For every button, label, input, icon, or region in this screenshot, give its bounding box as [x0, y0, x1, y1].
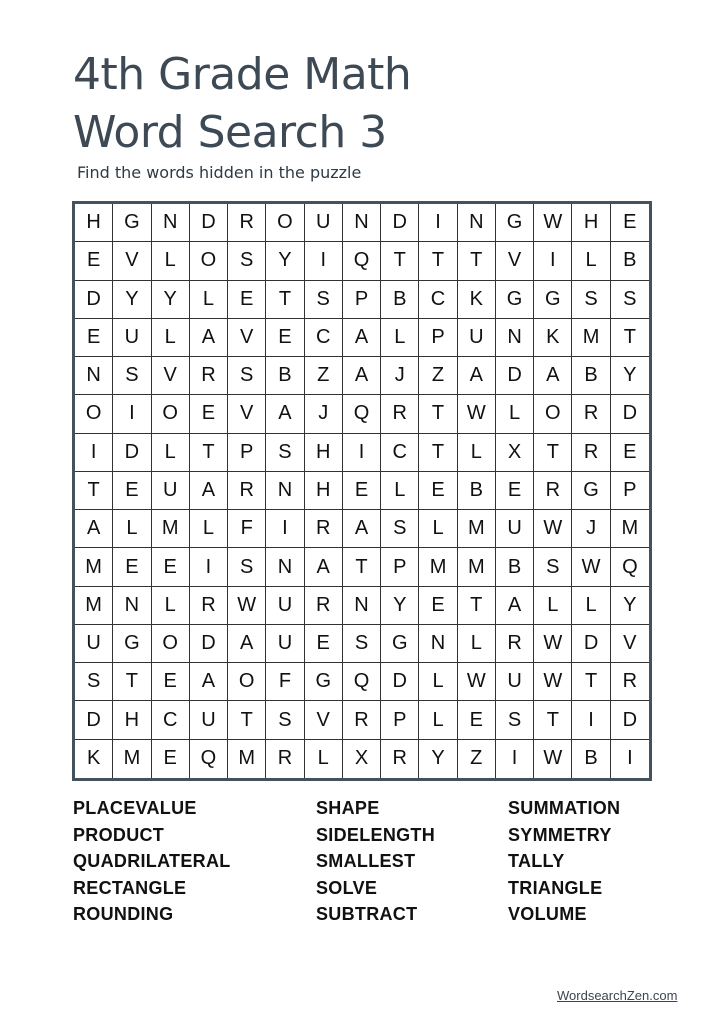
- grid-cell[interactable]: G: [496, 204, 534, 242]
- grid-cell[interactable]: G: [305, 663, 343, 701]
- grid-cell[interactable]: W: [458, 663, 496, 701]
- grid-cell[interactable]: T: [534, 701, 572, 739]
- grid-cell[interactable]: S: [113, 357, 151, 395]
- word-item: SYMMETRY: [508, 824, 612, 845]
- grid-cell[interactable]: A: [266, 395, 304, 433]
- word-item: PRODUCT: [73, 824, 165, 845]
- grid-cell[interactable]: M: [113, 740, 151, 778]
- grid-cell[interactable]: O: [75, 395, 113, 433]
- grid-cell[interactable]: I: [343, 434, 381, 472]
- word-item: SIDELENGTH: [316, 824, 436, 845]
- grid-cell[interactable]: L: [458, 625, 496, 663]
- grid-cell[interactable]: J: [572, 510, 610, 548]
- grid-cell[interactable]: E: [113, 472, 151, 510]
- grid-cell[interactable]: R: [572, 395, 610, 433]
- grid-cell[interactable]: L: [152, 434, 190, 472]
- grid-cell[interactable]: A: [190, 663, 228, 701]
- grid-cell[interactable]: A: [458, 357, 496, 395]
- grid-cell[interactable]: C: [152, 701, 190, 739]
- grid-cell[interactable]: I: [305, 242, 343, 280]
- grid-cell[interactable]: G: [496, 281, 534, 319]
- grid-cell[interactable]: D: [190, 204, 228, 242]
- grid-cell[interactable]: P: [228, 434, 266, 472]
- grid-cell[interactable]: V: [496, 242, 534, 280]
- grid-cell[interactable]: P: [381, 701, 419, 739]
- grid-cell[interactable]: L: [534, 587, 572, 625]
- grid-cell[interactable]: I: [113, 395, 151, 433]
- grid-cell[interactable]: D: [75, 701, 113, 739]
- grid-cell[interactable]: Y: [381, 587, 419, 625]
- grid-cell[interactable]: B: [496, 548, 534, 586]
- grid-cell[interactable]: Q: [343, 242, 381, 280]
- word-column-3: [508, 795, 620, 928]
- grid-cell[interactable]: G: [381, 625, 419, 663]
- grid-cell[interactable]: L: [419, 510, 457, 548]
- grid-cell[interactable]: R: [190, 357, 228, 395]
- grid-cell[interactable]: U: [190, 701, 228, 739]
- grid-cell[interactable]: A: [190, 319, 228, 357]
- grid-cell[interactable]: E: [113, 548, 151, 586]
- site-link[interactable]: WordsearchZen.com: [557, 988, 678, 1003]
- grid-cell[interactable]: L: [190, 510, 228, 548]
- grid-cell[interactable]: Y: [611, 587, 649, 625]
- grid-cell[interactable]: P: [611, 472, 649, 510]
- grid-cell[interactable]: U: [75, 625, 113, 663]
- word-item: PLACEVALUE: [73, 798, 197, 818]
- subtitle: Find the words hidden in the puzzle: [77, 163, 362, 182]
- grid-cell[interactable]: Z: [458, 740, 496, 778]
- grid-cell[interactable]: E: [305, 625, 343, 663]
- grid-cell[interactable]: R: [266, 740, 304, 778]
- grid-cell[interactable]: Y: [152, 281, 190, 319]
- grid-cell[interactable]: Y: [611, 357, 649, 395]
- grid-cell[interactable]: E: [152, 548, 190, 586]
- grid-cell[interactable]: G: [572, 472, 610, 510]
- word-item: TALLY: [508, 851, 565, 871]
- grid-cell[interactable]: V: [152, 357, 190, 395]
- grid-cell[interactable]: S: [75, 663, 113, 701]
- grid-cell[interactable]: M: [152, 510, 190, 548]
- grid-cell[interactable]: W: [534, 740, 572, 778]
- grid-cell[interactable]: R: [343, 701, 381, 739]
- grid-cell[interactable]: H: [113, 701, 151, 739]
- grid-cell[interactable]: E: [152, 740, 190, 778]
- grid-cell[interactable]: M: [75, 587, 113, 625]
- grid-cell[interactable]: E: [419, 587, 457, 625]
- grid-cell[interactable]: B: [572, 357, 610, 395]
- grid-cell[interactable]: L: [381, 472, 419, 510]
- grid-cell[interactable]: O: [190, 242, 228, 280]
- grid-cell[interactable]: S: [343, 625, 381, 663]
- grid-cell[interactable]: N: [343, 204, 381, 242]
- grid-cell[interactable]: I: [496, 740, 534, 778]
- word-column-2: [316, 795, 435, 928]
- grid-cell[interactable]: E: [611, 434, 649, 472]
- title-line-1: 4th Grade Math: [73, 49, 412, 100]
- grid-cell[interactable]: C: [381, 434, 419, 472]
- grid-cell[interactable]: H: [572, 204, 610, 242]
- grid-cell[interactable]: Z: [305, 357, 343, 395]
- grid-cell[interactable]: H: [75, 204, 113, 242]
- title-line-2: Word Search 3: [73, 107, 387, 158]
- grid-cell[interactable]: V: [228, 319, 266, 357]
- grid-cell[interactable]: B: [572, 740, 610, 778]
- grid-cell[interactable]: J: [305, 395, 343, 433]
- grid-cell[interactable]: E: [343, 472, 381, 510]
- grid-cell[interactable]: N: [152, 204, 190, 242]
- grid-cell[interactable]: E: [419, 472, 457, 510]
- grid-cell[interactable]: G: [113, 625, 151, 663]
- grid-cell[interactable]: R: [611, 663, 649, 701]
- grid-cell[interactable]: Q: [190, 740, 228, 778]
- grid-cell[interactable]: B: [458, 472, 496, 510]
- grid-cell[interactable]: L: [190, 281, 228, 319]
- grid-cell[interactable]: U: [496, 510, 534, 548]
- grid-cell[interactable]: B: [266, 357, 304, 395]
- grid-cell[interactable]: X: [496, 434, 534, 472]
- grid-cell[interactable]: F: [266, 663, 304, 701]
- grid-cell[interactable]: F: [228, 510, 266, 548]
- grid-cell[interactable]: R: [534, 472, 572, 510]
- grid-cell[interactable]: D: [113, 434, 151, 472]
- grid-cell[interactable]: I: [190, 548, 228, 586]
- grid-cell[interactable]: R: [228, 472, 266, 510]
- word-item: SOLVE: [316, 877, 378, 898]
- grid-cell[interactable]: M: [75, 548, 113, 586]
- grid-cell[interactable]: Z: [419, 357, 457, 395]
- grid-cell[interactable]: L: [152, 587, 190, 625]
- grid-cell[interactable]: T: [419, 242, 457, 280]
- grid-cell[interactable]: I: [266, 510, 304, 548]
- grid-cell[interactable]: G: [113, 204, 151, 242]
- grid-cell[interactable]: E: [266, 319, 304, 357]
- grid-cell[interactable]: L: [419, 663, 457, 701]
- grid-cell[interactable]: I: [534, 242, 572, 280]
- grid-cell[interactable]: N: [343, 587, 381, 625]
- grid-cell[interactable]: S: [572, 281, 610, 319]
- grid-cell[interactable]: L: [152, 242, 190, 280]
- grid-cell[interactable]: O: [534, 395, 572, 433]
- grid-cell[interactable]: B: [381, 281, 419, 319]
- grid-cell[interactable]: J: [381, 357, 419, 395]
- grid-cell[interactable]: T: [458, 587, 496, 625]
- grid-cell[interactable]: T: [113, 663, 151, 701]
- grid-cell[interactable]: P: [343, 281, 381, 319]
- grid-cell[interactable]: D: [381, 204, 419, 242]
- grid-cell[interactable]: G: [534, 281, 572, 319]
- grid-cell[interactable]: Y: [113, 281, 151, 319]
- grid-cell[interactable]: T: [458, 242, 496, 280]
- grid-cell[interactable]: T: [419, 395, 457, 433]
- word-item: SMALLEST: [316, 851, 416, 871]
- grid-cell[interactable]: T: [534, 434, 572, 472]
- grid-cell[interactable]: S: [496, 701, 534, 739]
- grid-cell[interactable]: D: [381, 663, 419, 701]
- word-item: RECTANGLE: [73, 877, 187, 898]
- grid-cell[interactable]: Q: [343, 395, 381, 433]
- grid-cell[interactable]: A: [343, 510, 381, 548]
- grid-cell[interactable]: S: [381, 510, 419, 548]
- grid-cell[interactable]: L: [113, 510, 151, 548]
- grid-cell[interactable]: D: [611, 395, 649, 433]
- grid-cell[interactable]: T: [611, 319, 649, 357]
- grid-cell[interactable]: I: [572, 701, 610, 739]
- grid-cell[interactable]: U: [152, 472, 190, 510]
- grid-cell[interactable]: I: [75, 434, 113, 472]
- grid-cell[interactable]: N: [458, 204, 496, 242]
- grid-cell[interactable]: A: [305, 548, 343, 586]
- grid-cell[interactable]: L: [496, 395, 534, 433]
- grid-cell[interactable]: E: [496, 472, 534, 510]
- grid-cell[interactable]: E: [458, 701, 496, 739]
- grid-cell[interactable]: L: [419, 701, 457, 739]
- grid-cell[interactable]: T: [190, 434, 228, 472]
- grid-cell[interactable]: K: [458, 281, 496, 319]
- grid-cell[interactable]: W: [534, 204, 572, 242]
- grid-cell[interactable]: K: [75, 740, 113, 778]
- grid-cell[interactable]: V: [113, 242, 151, 280]
- grid-cell[interactable]: D: [572, 625, 610, 663]
- grid-cell[interactable]: P: [381, 548, 419, 586]
- grid-cell[interactable]: E: [75, 319, 113, 357]
- grid-cell[interactable]: W: [534, 663, 572, 701]
- grid-cell[interactable]: V: [228, 395, 266, 433]
- grid-cell[interactable]: T: [572, 663, 610, 701]
- grid-cell[interactable]: V: [611, 625, 649, 663]
- grid-cell[interactable]: E: [228, 281, 266, 319]
- grid-cell[interactable]: N: [113, 587, 151, 625]
- grid-cell[interactable]: M: [419, 548, 457, 586]
- grid-cell[interactable]: A: [496, 587, 534, 625]
- grid-cell[interactable]: M: [458, 548, 496, 586]
- grid-cell[interactable]: X: [343, 740, 381, 778]
- grid-cell[interactable]: N: [266, 548, 304, 586]
- word-item: VOLUME: [508, 904, 587, 924]
- grid-cell[interactable]: P: [419, 319, 457, 357]
- grid-cell[interactable]: L: [572, 587, 610, 625]
- word-item: TRIANGLE: [508, 877, 603, 898]
- grid-cell[interactable]: S: [305, 281, 343, 319]
- grid-cell[interactable]: N: [496, 319, 534, 357]
- grid-cell[interactable]: M: [228, 740, 266, 778]
- grid-cell[interactable]: T: [343, 548, 381, 586]
- grid-cell[interactable]: Q: [343, 663, 381, 701]
- grid-cell[interactable]: A: [228, 625, 266, 663]
- grid-cell[interactable]: Q: [611, 548, 649, 586]
- grid-cell[interactable]: W: [534, 625, 572, 663]
- grid-cell[interactable]: A: [343, 319, 381, 357]
- grid-cell[interactable]: B: [611, 242, 649, 280]
- grid-cell[interactable]: U: [305, 204, 343, 242]
- grid-cell[interactable]: M: [611, 510, 649, 548]
- grid-cell[interactable]: A: [343, 357, 381, 395]
- grid-cell[interactable]: M: [572, 319, 610, 357]
- grid-cell[interactable]: D: [496, 357, 534, 395]
- grid-cell[interactable]: A: [75, 510, 113, 548]
- grid-cell[interactable]: R: [381, 740, 419, 778]
- grid-cell[interactable]: H: [305, 472, 343, 510]
- grid-cell[interactable]: S: [266, 701, 304, 739]
- grid-cell[interactable]: T: [228, 701, 266, 739]
- grid-cell[interactable]: O: [152, 625, 190, 663]
- grid-cell[interactable]: U: [496, 663, 534, 701]
- grid-cell[interactable]: U: [266, 625, 304, 663]
- grid-cell[interactable]: U: [266, 587, 304, 625]
- grid-cell[interactable]: D: [611, 701, 649, 739]
- grid-cell[interactable]: N: [75, 357, 113, 395]
- grid-cell[interactable]: R: [572, 434, 610, 472]
- grid-cell[interactable]: L: [572, 242, 610, 280]
- grid-cell[interactable]: E: [152, 663, 190, 701]
- grid-cell[interactable]: N: [419, 625, 457, 663]
- grid-cell[interactable]: S: [228, 357, 266, 395]
- grid-cell[interactable]: W: [534, 510, 572, 548]
- grid-cell[interactable]: S: [266, 434, 304, 472]
- grid-cell[interactable]: W: [572, 548, 610, 586]
- grid-cell[interactable]: E: [611, 204, 649, 242]
- grid-cell[interactable]: S: [611, 281, 649, 319]
- grid-cell[interactable]: A: [190, 472, 228, 510]
- grid-cell[interactable]: K: [534, 319, 572, 357]
- grid-cell[interactable]: I: [627, 747, 633, 770]
- word-item: ROUNDING: [73, 904, 174, 924]
- grid-cell[interactable]: E: [190, 395, 228, 433]
- grid-cell[interactable]: U: [458, 319, 496, 357]
- grid-cell[interactable]: N: [266, 472, 304, 510]
- grid-cell[interactable]: R: [305, 587, 343, 625]
- grid-cell[interactable]: O: [152, 395, 190, 433]
- grid-cell[interactable]: R: [190, 587, 228, 625]
- grid-cell[interactable]: T: [266, 281, 304, 319]
- grid-cell[interactable]: A: [534, 357, 572, 395]
- grid-cell[interactable]: O: [266, 204, 304, 242]
- grid-cell[interactable]: L: [152, 319, 190, 357]
- grid-cell[interactable]: R: [496, 625, 534, 663]
- grid-cell[interactable]: H: [305, 434, 343, 472]
- page-title: [73, 46, 411, 162]
- grid-cell[interactable]: R: [305, 510, 343, 548]
- word-item: SUMMATION: [508, 798, 621, 818]
- grid-cell[interactable]: T: [419, 434, 457, 472]
- word-column-1: [73, 795, 231, 928]
- grid-cell[interactable]: Y: [419, 740, 457, 778]
- grid-cell[interactable]: R: [228, 204, 266, 242]
- grid-cell[interactable]: W: [458, 395, 496, 433]
- grid-cell[interactable]: T: [75, 472, 113, 510]
- grid-cell[interactable]: T: [381, 242, 419, 280]
- grid-cell[interactable]: C: [419, 281, 457, 319]
- grid-cell[interactable]: E: [75, 242, 113, 280]
- grid-cell[interactable]: L: [305, 740, 343, 778]
- grid-cell[interactable]: L: [458, 434, 496, 472]
- grid-cell[interactable]: Y: [266, 242, 304, 280]
- grid-cell[interactable]: M: [458, 510, 496, 548]
- grid-cell[interactable]: S: [534, 548, 572, 586]
- grid-cell[interactable]: O: [228, 663, 266, 701]
- grid-cell[interactable]: W: [228, 587, 266, 625]
- grid-cell[interactable]: D: [190, 625, 228, 663]
- grid-cell[interactable]: V: [305, 701, 343, 739]
- word-item: SHAPE: [316, 798, 380, 818]
- grid-cell[interactable]: L: [381, 319, 419, 357]
- letter-grid: [72, 201, 652, 781]
- word-item: QUADRILATERAL: [73, 851, 231, 871]
- grid-cell[interactable]: R: [381, 395, 419, 433]
- grid-cell[interactable]: U: [113, 319, 151, 357]
- word-item: SUBTRACT: [316, 904, 418, 924]
- grid-cell[interactable]: D: [75, 281, 113, 319]
- grid-cell[interactable]: I: [419, 204, 457, 242]
- grid-cell[interactable]: S: [228, 548, 266, 586]
- grid-cell[interactable]: C: [305, 319, 343, 357]
- grid-cell[interactable]: S: [228, 242, 266, 280]
